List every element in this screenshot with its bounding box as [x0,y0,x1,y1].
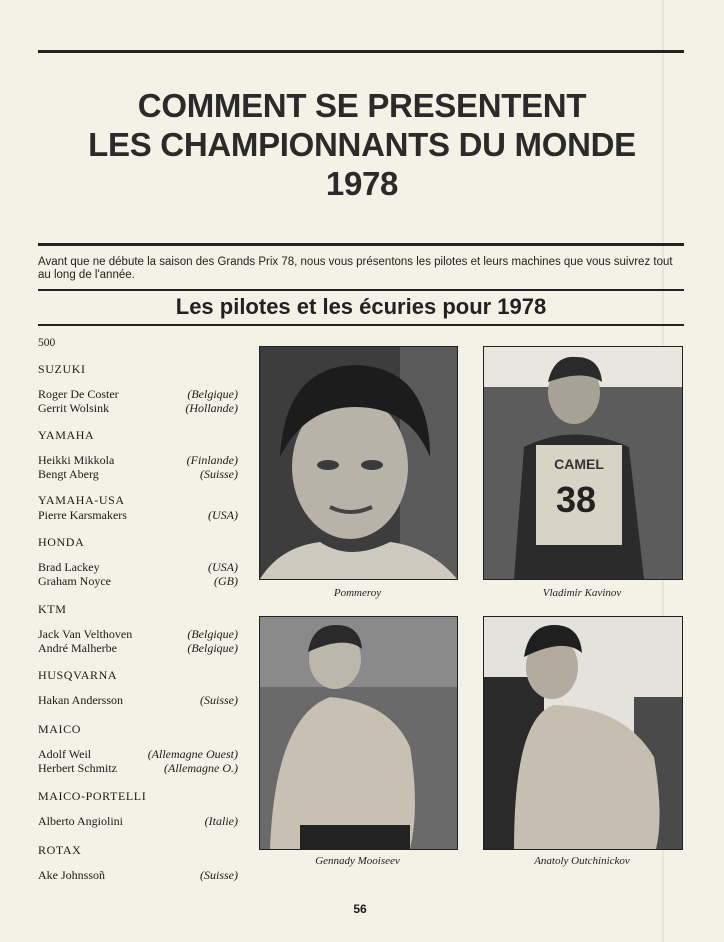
title-line-1: COMMENT SE PRESENTENT [137,87,587,124]
subtitle-rule-bottom [38,324,684,326]
jersey-number: 38 [555,479,597,520]
rider-name: Graham Noyce [38,574,111,588]
class-label: 500 [38,337,56,349]
rider-country: (GB) [214,574,238,588]
team-name: ROTAX [38,843,82,857]
title-line-3: 1978 [325,165,399,202]
photo-caption: Gennady Mooiseev [315,855,400,867]
rider-name: Pierre Karsmakers [38,508,127,522]
jersey-brand: CAMEL [554,456,604,472]
photo-caption: Anatoly Outchinickov [534,855,630,867]
rider-country: (Belgique) [187,387,238,401]
photo-caption: Vladimir Kavinov [542,587,622,599]
rider-name: Heikki Mikkola [38,453,115,467]
team-suzuki [38,361,238,415]
rider-row [38,814,238,828]
team-yamaha [38,427,238,481]
rider-country: (Allemagne O.) [164,761,238,775]
rider-name: Hakan Andersson [38,693,123,707]
team-rotax [38,842,238,882]
photo-outchinickov [483,616,683,850]
team-name: YAMAHA-USA [38,493,125,507]
rider-name: Alberto Angiolini [38,814,123,828]
rider-name: Adolf Weil [38,747,92,761]
page-title [30,86,694,203]
rider-name: Herbert Schmitz [38,761,117,775]
team-name: MAICO [38,722,82,736]
title-line-2: LES CHAMPIONNANTS DU MONDE [88,126,636,163]
rider-country: (Belgique) [187,641,238,655]
rider-name: Gerrit Wolsink [38,401,110,415]
intro-paragraph: Avant que ne débute la saison des Grands Prix 78, nous vous présentons les pilotes et leurs machines que vous suivrez tout au long de l'année. [38,256,673,281]
team-name: HUSQVARNA [38,668,118,682]
rider-country: (USA) [208,560,238,574]
photo-pommeroy [259,346,458,580]
team-yamaha-usa [38,492,238,522]
team-name: SUZUKI [38,362,86,376]
team-ktm [38,601,238,655]
top-rule [38,50,684,53]
photo-caption: Pommeroy [333,587,382,599]
team-roster [38,334,238,882]
rider-name: Brad Lackey [38,560,100,574]
team-maico [38,721,238,775]
rider-name: André Malherbe [38,641,117,655]
team-honda [38,534,238,588]
team-maico-portelli [38,788,238,828]
rider-row [38,693,238,707]
rider-row [38,868,238,882]
rider-country: (Italie) [204,814,238,828]
rider-country: (Suisse) [200,868,238,882]
rider-name: Ake Johnssoñ [38,868,106,882]
rider-illustration [260,617,457,849]
team-name: HONDA [38,535,85,549]
rider-row [38,574,238,588]
rider-row [38,401,238,415]
section-subtitle: Les pilotes et les écuries pour 1978 [175,294,547,319]
rider-illustration [484,347,682,579]
rider-name: Roger De Coster [38,387,119,401]
rider-country: (Belgique) [187,627,238,641]
rider-row [38,467,238,481]
rider-illustration [484,617,682,849]
rider-country: (Suisse) [200,467,238,481]
rider-row [38,627,238,641]
page-number: 56 [353,902,367,916]
rider-row [38,560,238,574]
team-name: YAMAHA [38,428,95,442]
rider-row [38,453,238,467]
rider-row [38,508,238,522]
rider-row [38,747,238,761]
rider-name: Jack Van Velthoven [38,627,133,641]
rider-country: (Allemagne Ouest) [147,747,238,761]
rider-country: (Hollande) [185,401,238,415]
rider-country: (Finlande) [186,453,238,467]
mid-rule [38,243,684,246]
rider-row [38,641,238,655]
subtitle-rule-top [38,289,684,291]
photo-mooiseev [259,616,458,850]
team-husqvarna [38,667,238,707]
rider-country: (Suisse) [200,693,238,707]
team-name: KTM [38,602,67,616]
rider-row [38,761,238,775]
team-name: MAICO-PORTELLI [38,789,147,803]
photo-kavinov [483,346,683,580]
portrait-illustration [260,347,457,579]
rider-row [38,387,238,401]
rider-name: Bengt Aberg [38,467,99,481]
rider-country: (USA) [208,508,238,522]
